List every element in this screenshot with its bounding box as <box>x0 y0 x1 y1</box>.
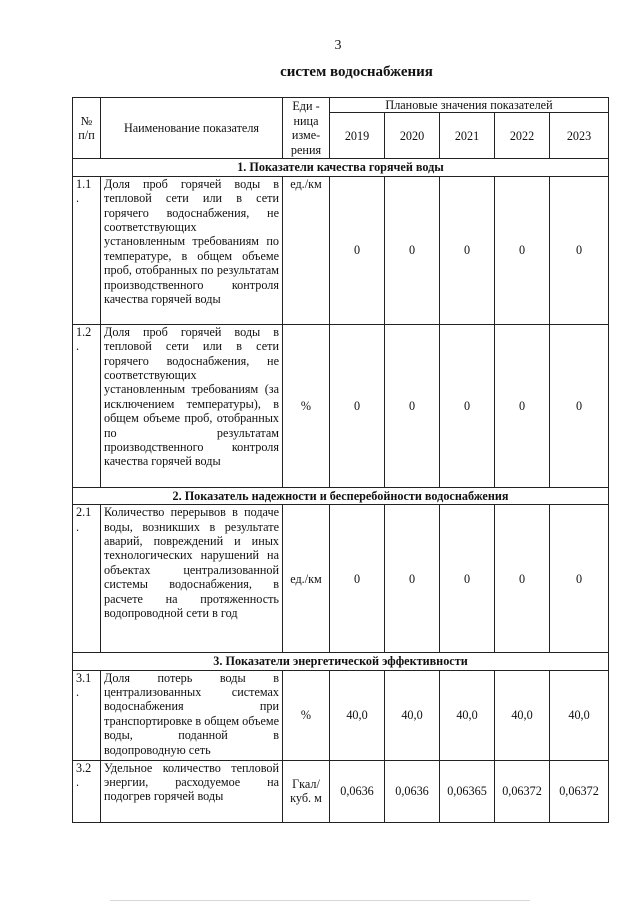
value-cell: 0 <box>330 324 385 487</box>
header-year: 2021 <box>440 113 495 159</box>
value-cell: 40,0 <box>440 670 495 760</box>
section-title: 3. Показатели энергетической эффективности <box>73 653 609 670</box>
header-year: 2020 <box>385 113 440 159</box>
table-row <box>73 176 609 324</box>
value-cell: 0 <box>385 324 440 487</box>
value-cell: 0 <box>385 176 440 324</box>
section-row <box>73 159 609 176</box>
value-cell: 0 <box>495 324 550 487</box>
scan-edge-line <box>110 900 530 901</box>
page-number: 3 <box>334 38 342 53</box>
value-cell: 0,0636 <box>385 760 440 822</box>
indicator-name: Количество перерывов в подаче воды, возникших в результате аварий, повреждений и иных технологических нарушений на объектах централизованной системы водоснабжения, в расчете на протяженность водопроводной сети в год <box>101 505 283 653</box>
table-row <box>73 670 609 760</box>
value-cell: 0 <box>550 324 609 487</box>
indicator-name: Доля проб горячей воды в тепловой сети или в сети горячего водоснабжения, не соответствующих установленным требованиям по температуре, в общем объеме проб, отобранных по результатам производственного контроля качества горячей воды <box>101 176 283 324</box>
value-cell: 0 <box>385 505 440 653</box>
unit-cell: % <box>283 670 330 760</box>
value-cell: 40,0 <box>550 670 609 760</box>
value-cell: 0 <box>550 505 609 653</box>
value-cell: 0 <box>330 176 385 324</box>
unit-cell: ед./км <box>283 505 330 653</box>
value-cell: 0,06372 <box>550 760 609 822</box>
value-cell: 0 <box>440 324 495 487</box>
value-cell: 40,0 <box>495 670 550 760</box>
indicators-table <box>72 97 609 823</box>
value-cell: 0,06365 <box>440 760 495 822</box>
value-cell: 0,06372 <box>495 760 550 822</box>
value-cell: 0 <box>440 505 495 653</box>
value-cell: 0 <box>550 176 609 324</box>
table-row <box>73 324 609 487</box>
header-year: 2023 <box>550 113 609 159</box>
value-cell: 0,0636 <box>330 760 385 822</box>
header-planned-values: Плановые значения показателей <box>330 98 609 113</box>
row-number: 3.2 . <box>73 760 101 822</box>
header-year: 2019 <box>330 113 385 159</box>
indicator-name: Удельное количество тепловой энергии, расходуемое на подогрев горячей воды <box>101 760 283 822</box>
row-number: 1.1 . <box>73 176 101 324</box>
value-cell: 0 <box>495 505 550 653</box>
value-cell: 0 <box>495 176 550 324</box>
indicator-name: Доля потерь воды в централизованных системах водоснабжения при транспортировке в общем объеме воды, поданной в водопроводную сеть <box>101 670 283 760</box>
indicator-name: Доля проб горячей воды в тепловой сети или в сети горячего водоснабжения, не соответствующих установленным требованиям (за исключением температуры), в общем объеме проб, отобранных по результатам производственного контроля качества горячей воды <box>101 324 283 487</box>
row-number: 3.1 . <box>73 670 101 760</box>
header-unit: Еди - ница изме- рения <box>283 98 330 159</box>
table-row <box>73 760 609 822</box>
unit-cell: ед./км <box>283 176 330 324</box>
unit-cell: Гкал/ куб. м <box>283 760 330 822</box>
value-cell: 40,0 <box>385 670 440 760</box>
value-cell: 0 <box>330 505 385 653</box>
row-number: 2.1 . <box>73 505 101 653</box>
table-row <box>73 505 609 653</box>
row-number: 1.2 . <box>73 324 101 487</box>
header-indicator-name: Наименование показателя <box>101 98 283 159</box>
header-year: 2022 <box>495 113 550 159</box>
value-cell: 0 <box>440 176 495 324</box>
unit-cell: % <box>283 324 330 487</box>
section-row <box>73 653 609 670</box>
document-heading: систем водоснабжения <box>280 64 433 80</box>
value-cell: 40,0 <box>330 670 385 760</box>
section-row <box>73 487 609 504</box>
section-title: 2. Показатель надежности и бесперебойности водоснабжения <box>73 487 609 504</box>
header-number: № п/п <box>73 98 101 159</box>
section-title: 1. Показатели качества горячей воды <box>73 159 609 176</box>
